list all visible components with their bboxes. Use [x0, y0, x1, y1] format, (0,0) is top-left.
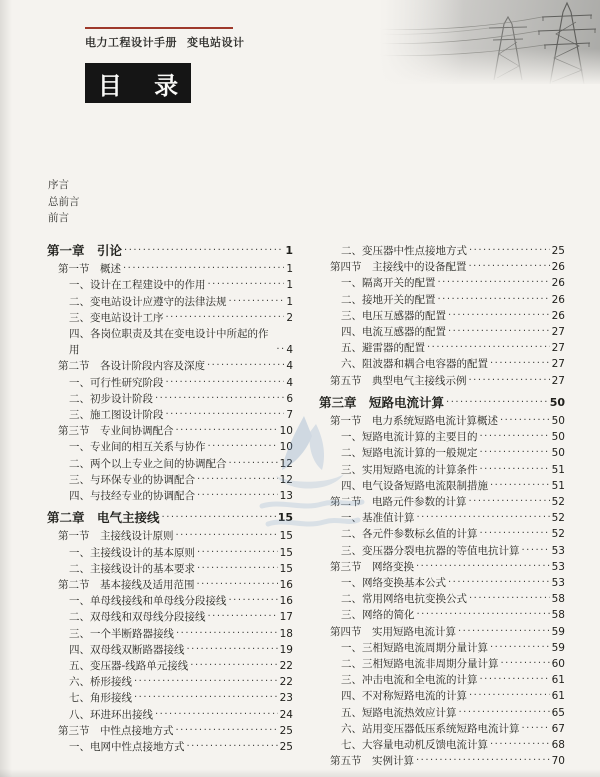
toc-entry-label: 二、两个以上专业之间的协调配合	[69, 457, 227, 470]
toc-entry-label: 四、各岗位职责及其在变电设计中所起的作用	[69, 328, 269, 357]
toc-entry-label: 七、角形接线	[69, 692, 132, 705]
toc-entry-item	[47, 375, 293, 391]
dot-leader	[176, 423, 278, 439]
toc-entry-page: 58	[551, 593, 565, 606]
toc-entry-page: 70	[551, 755, 565, 768]
dot-leader	[208, 277, 285, 293]
toc-entry-page: 27	[551, 326, 565, 339]
toc-entry-page: 19	[279, 643, 293, 656]
dot-leader	[458, 624, 550, 640]
dot-leader	[522, 543, 550, 559]
toc-entry-label: 二、常用网络电抗变换公式	[341, 593, 467, 606]
toc-entry-label: 八、环进环出接线	[69, 708, 153, 721]
toc-entry-item	[319, 478, 565, 494]
front-matter-general-foreword: 总前言	[48, 195, 80, 208]
toc-entry-item	[47, 326, 293, 358]
toc-entry-label: 三、变电站设计工序	[69, 311, 164, 324]
dot-leader	[229, 456, 278, 472]
toc-entry-item	[319, 324, 565, 340]
dot-leader	[480, 672, 550, 688]
dot-leader	[469, 259, 550, 275]
dot-leader	[417, 607, 550, 623]
dot-leader	[416, 559, 550, 575]
toc-entry-page: 51	[551, 479, 565, 492]
toc-entry-page: 26	[551, 261, 565, 274]
toc-entry-page: 1	[286, 295, 293, 308]
toc-entry-section	[319, 559, 565, 575]
toc-title-box	[85, 63, 191, 103]
toc-column-left	[47, 243, 293, 770]
toc-entry-label: 第二章 电气主接线	[47, 510, 160, 526]
dot-leader	[155, 707, 278, 723]
toc-entry-label: 二、变压器中性点接地方式	[341, 245, 467, 257]
toc-entry-item	[319, 292, 565, 308]
book-volume-title: 变电站设计	[187, 36, 245, 49]
dot-leader	[469, 494, 550, 510]
toc-entry-item	[47, 739, 293, 755]
toc-entry-label: 二、三相短路电流非周期分量计算	[341, 658, 499, 671]
toc-entry-page: 16	[279, 579, 293, 592]
dot-leader	[123, 261, 284, 277]
toc-entry-label: 一、基准值计算	[341, 512, 415, 525]
toc-entry-section	[47, 577, 293, 593]
toc-entry-item	[47, 674, 293, 690]
toc-columns	[47, 243, 565, 770]
dot-leader	[197, 577, 278, 593]
dot-leader	[207, 358, 284, 374]
dot-leader	[500, 413, 550, 429]
dot-leader	[469, 373, 550, 389]
dot-leader	[208, 609, 278, 625]
toc-entry-page: 59	[551, 625, 565, 638]
toc-entry-page: 53	[551, 544, 565, 557]
book-series-title: 电力工程设计手册	[85, 36, 177, 49]
dot-leader	[166, 375, 285, 391]
toc-entry-item	[47, 472, 293, 488]
toc-entry-label: 第三节 网络变换	[330, 560, 414, 573]
dot-leader	[229, 593, 278, 609]
toc-entry-label: 一、短路电流计算的主要目的	[341, 431, 478, 444]
toc-entry-page: 50	[551, 447, 565, 460]
toc-entry-page: 10	[279, 441, 293, 454]
dot-leader	[490, 478, 550, 494]
toc-entry-label: 一、三相短路电流周期分量计算	[341, 641, 488, 654]
page-edge-shadow-left	[0, 0, 12, 777]
dot-leader	[469, 688, 550, 704]
toc-entry-label: 第二节 基本接线及适用范围	[58, 579, 195, 592]
toc-entry-label: 一、设计在工程建设中的作用	[69, 279, 206, 292]
dot-leader	[197, 561, 278, 577]
toc-entry-label: 第三节 中性点接地方式	[58, 724, 174, 737]
toc-entry-page: 12	[279, 473, 293, 486]
toc-entry-page: 26	[551, 293, 565, 306]
dot-leader	[427, 340, 550, 356]
page-edge-shadow-bottom	[0, 769, 600, 777]
toc-entry-item	[319, 672, 565, 688]
toc-entry-page: 26	[551, 309, 565, 322]
dot-leader	[448, 308, 550, 324]
toc-entry-item	[319, 737, 565, 753]
toc-entry-label: 第五节 实例计算	[330, 755, 414, 768]
toc-entry-page: 27	[551, 374, 565, 387]
toc-entry-page: 22	[279, 676, 293, 689]
toc-entry-page: 7	[286, 409, 293, 422]
toc-entry-label: 二、短路电流计算的一般规定	[341, 447, 478, 460]
dot-leader	[190, 658, 277, 674]
toc-entry-label: 第一节 主接线设计原则	[58, 530, 174, 543]
toc-entry-label: 四、电气设备短路电流限制措施	[341, 479, 488, 492]
toc-entry-label: 一、隔离开关的配置	[341, 277, 436, 290]
toc-entry-item	[319, 705, 565, 721]
toc-entry-label: 第一节 概述	[58, 263, 121, 276]
dot-leader	[490, 640, 550, 656]
dot-leader	[176, 723, 278, 739]
dot-leader	[166, 310, 285, 326]
dot-leader	[438, 275, 550, 291]
toc-entry-label: 三、变压器分裂电抗器的等值电抗计算	[341, 544, 520, 557]
toc-entry-label: 四、不对称短路电流的计算	[341, 690, 467, 703]
toc-entry-label: 第一章 引论	[47, 243, 123, 258]
toc-entry-item	[47, 545, 293, 561]
toc-entry-label: 三、施工图设计阶段	[69, 409, 164, 422]
toc-entry-section	[319, 373, 565, 389]
dot-leader	[134, 674, 278, 690]
transmission-towers-photo	[380, 0, 600, 84]
toc-entry-item	[47, 626, 293, 642]
dot-leader	[197, 488, 278, 504]
toc-entry-item	[47, 642, 293, 658]
toc-entry-label: 第五节 典型电气主接线示例	[330, 374, 467, 387]
toc-entry-item	[319, 721, 565, 737]
toc-entry-item	[319, 243, 565, 259]
toc-entry-page: 12	[279, 457, 293, 470]
dot-leader	[208, 439, 278, 455]
toc-entry-page: 1	[285, 244, 293, 257]
toc-entry-page: 51	[551, 463, 565, 476]
toc-entry-section	[319, 624, 565, 640]
front-matter-preface: 序言	[48, 179, 69, 191]
toc-entry-page: 13	[279, 490, 293, 503]
toc-entry-item	[319, 688, 565, 704]
toc-entry-item	[47, 707, 293, 723]
toc-entry-section	[47, 358, 293, 374]
toc-entry-label: 六、阻波器和耦合电容器的配置	[341, 358, 488, 371]
toc-entry-item	[319, 640, 565, 656]
toc-entry-page: 4	[286, 376, 293, 389]
toc-entry-label: 三、冲击电流和全电流的计算	[341, 674, 478, 687]
toc-entry-label: 三、电压互感器的配置	[341, 309, 446, 322]
toc-entry-label: 三、与环保专业的协调配合	[69, 473, 195, 486]
toc-entry-label: 第三节 专业间协调配合	[58, 425, 174, 438]
dot-leader	[197, 545, 278, 561]
toc-entry-page: 24	[279, 708, 293, 721]
dot-leader	[187, 739, 278, 755]
toc-entry-label: 第二节 电路元件参数的计算	[330, 496, 467, 509]
toc-entry-page: 52	[551, 512, 565, 525]
toc-entry-page: 15	[279, 546, 293, 559]
toc-entry-label: 第三章 短路电流计算	[319, 394, 445, 410]
toc-entry-page: 1	[286, 263, 293, 276]
toc-entry-item	[47, 690, 293, 706]
toc-entry-page: 58	[551, 609, 565, 622]
dot-leader	[480, 445, 550, 461]
toc-entry-page: 17	[279, 611, 293, 624]
toc-entry-page: 22	[279, 660, 293, 673]
toc-entry-label: 五、变压器-线路单元接线	[69, 660, 189, 673]
header-accent-rule	[85, 27, 233, 29]
toc-entry-item	[47, 488, 293, 504]
toc-entry-page: 25	[279, 741, 293, 754]
toc-entry-page: 67	[551, 722, 565, 735]
dot-leader	[480, 429, 550, 445]
toc-entry-label: 一、可行性研究阶段	[69, 376, 164, 389]
dot-leader	[490, 737, 550, 753]
dot-leader	[416, 753, 550, 769]
dot-leader	[490, 356, 550, 372]
toc-entry-page: 2	[286, 311, 293, 324]
toc-entry-label: 六、站用变压器低压系统短路电流计算	[341, 722, 520, 735]
toc-entry-label: 一、专业间的相互关系与协作	[69, 441, 206, 454]
toc-title: 目 录	[97, 71, 191, 100]
toc-entry-item	[47, 593, 293, 609]
toc-entry-page: 68	[551, 739, 565, 752]
dot-leader	[448, 575, 550, 591]
toc-entry-section	[319, 494, 565, 510]
toc-entry-label: 二、各元件参数标幺值的计算	[341, 528, 478, 541]
dot-leader	[124, 243, 283, 259]
toc-entry-label: 五、短路电流热效应计算	[341, 706, 457, 719]
toc-entry-label: 二、初步设计阶段	[69, 392, 153, 405]
dot-leader	[459, 705, 550, 721]
toc-entry-section	[319, 413, 565, 429]
dot-leader	[522, 721, 550, 737]
toc-entry-label: 五、避雷器的配置	[341, 342, 425, 355]
toc-entry-item	[47, 310, 293, 326]
toc-entry-page: 15	[277, 511, 293, 525]
toc-entry-page: 15	[279, 562, 293, 575]
toc-entry-chapter	[47, 243, 293, 259]
toc-entry-item	[47, 561, 293, 577]
toc-entry-page: 27	[551, 342, 565, 355]
toc-entry-page: 4	[286, 360, 293, 373]
front-matter	[48, 177, 80, 227]
toc-entry-page: 50	[551, 431, 565, 444]
toc-entry-page: 61	[551, 690, 565, 703]
toc-entry-label: 七、大容量电动机反馈电流计算	[341, 739, 488, 752]
toc-entry-item	[319, 607, 565, 623]
toc-entry-item	[319, 356, 565, 372]
toc-entry-page: 6	[286, 392, 293, 405]
toc-entry-section	[47, 723, 293, 739]
dot-leader	[155, 391, 284, 407]
dot-leader	[134, 690, 278, 706]
dot-leader	[480, 462, 550, 478]
toc-entry-label: 三、一个半断路器接线	[69, 627, 174, 640]
toc-entry-page: 4	[286, 344, 293, 357]
toc-entry-section	[47, 423, 293, 439]
toc-entry-item	[319, 510, 565, 526]
toc-entry-label: 第四节 实用短路电流计算	[330, 625, 456, 638]
dot-leader	[438, 292, 550, 308]
book-title	[85, 34, 245, 50]
dot-leader	[276, 342, 284, 358]
toc-entry-item	[319, 656, 565, 672]
dot-leader	[176, 626, 278, 642]
dot-leader	[197, 472, 278, 488]
toc-entry-label: 六、桥形接线	[69, 676, 132, 689]
toc-entry-item	[47, 407, 293, 423]
toc-entry-item	[47, 609, 293, 625]
toc-entry-item	[47, 277, 293, 293]
front-matter-foreword: 前言	[48, 212, 69, 224]
toc-entry-page: 52	[551, 496, 565, 509]
toc-entry-label: 二、接地开关的配置	[341, 293, 436, 306]
toc-entry-item	[319, 445, 565, 461]
toc-entry-page: 61	[551, 674, 565, 687]
toc-entry-item	[319, 429, 565, 445]
dot-leader	[448, 324, 550, 340]
toc-entry-page: 25	[551, 245, 565, 257]
toc-entry-label: 四、与技经专业的协调配合	[69, 490, 195, 503]
toc-entry-page: 26	[551, 277, 565, 290]
toc-entry-label: 一、单母线接线和单母线分段接线	[69, 595, 227, 608]
toc-entry-item	[47, 658, 293, 674]
toc-entry-page: 18	[279, 627, 293, 640]
toc-entry-page: 23	[279, 692, 293, 705]
dot-leader	[229, 294, 285, 310]
toc-entry-label: 四、双母线双断路器接线	[69, 643, 185, 656]
toc-entry-page: 59	[551, 641, 565, 654]
toc-entry-item	[319, 591, 565, 607]
dot-leader	[446, 395, 548, 411]
toc-entry-label: 二、变电站设计应遵守的法律法规	[69, 295, 227, 308]
toc-entry-section	[47, 528, 293, 544]
toc-entry-item	[47, 294, 293, 310]
dot-leader	[417, 510, 550, 526]
toc-entry-item	[319, 275, 565, 291]
dot-leader	[501, 656, 550, 672]
toc-entry-label: 三、实用短路电流的计算条件	[341, 463, 478, 476]
toc-entry-item	[319, 340, 565, 356]
toc-entry-page: 1	[286, 279, 293, 292]
toc-entry-label: 第四节 主接线中的设备配置	[330, 261, 467, 274]
toc-entry-item	[319, 526, 565, 542]
toc-entry-page: 15	[279, 530, 293, 543]
toc-entry-section	[319, 753, 565, 769]
toc-entry-label: 三、网络的简化	[341, 609, 415, 622]
toc-entry-label: 第一节 电力系统短路电流计算概述	[330, 415, 498, 428]
dot-leader	[162, 510, 276, 526]
toc-entry-section	[319, 259, 565, 275]
toc-entry-item	[319, 575, 565, 591]
toc-entry-page: 53	[551, 577, 565, 590]
toc-entry-chapter	[319, 395, 565, 411]
toc-entry-label: 一、主接线设计的基本原则	[69, 546, 195, 559]
toc-entry-label: 一、电网中性点接地方式	[69, 741, 185, 754]
dot-leader	[166, 407, 285, 423]
dot-leader	[469, 591, 550, 607]
toc-entry-page: 25	[279, 724, 293, 737]
toc-entry-section	[47, 261, 293, 277]
dot-leader	[176, 528, 278, 544]
toc-entry-page: 50	[551, 415, 565, 428]
toc-column-right	[319, 243, 565, 770]
toc-entry-label: 四、电流互感器的配置	[341, 326, 446, 339]
dot-leader	[469, 243, 550, 259]
dot-leader	[480, 526, 550, 542]
toc-entry-item	[319, 462, 565, 478]
toc-entry-page: 60	[551, 658, 565, 671]
photo-fade-overlay	[380, 0, 600, 84]
toc-entry-label: 一、网络变换基本公式	[341, 577, 446, 590]
toc-entry-label: 第二节 各设计阶段内容及深度	[58, 360, 205, 373]
toc-entry-page: 50	[549, 395, 565, 409]
toc-entry-page: 65	[551, 706, 565, 719]
toc-entry-item	[319, 308, 565, 324]
toc-entry-item	[319, 543, 565, 559]
toc-entry-page: 16	[279, 595, 293, 608]
toc-entry-page: 53	[551, 560, 565, 573]
page-header	[85, 27, 245, 103]
toc-entry-label: 二、主接线设计的基本要求	[69, 562, 195, 575]
toc-entry-page: 10	[279, 425, 293, 438]
toc-entry-page: 52	[551, 528, 565, 541]
dot-leader	[187, 642, 278, 658]
toc-entry-page: 27	[551, 358, 565, 371]
toc-entry-label: 二、双母线和双母线分段接线	[69, 611, 206, 624]
toc-entry-chapter	[47, 510, 293, 526]
toc-entry-item	[47, 439, 293, 455]
toc-entry-item	[47, 391, 293, 407]
toc-entry-item	[47, 456, 293, 472]
